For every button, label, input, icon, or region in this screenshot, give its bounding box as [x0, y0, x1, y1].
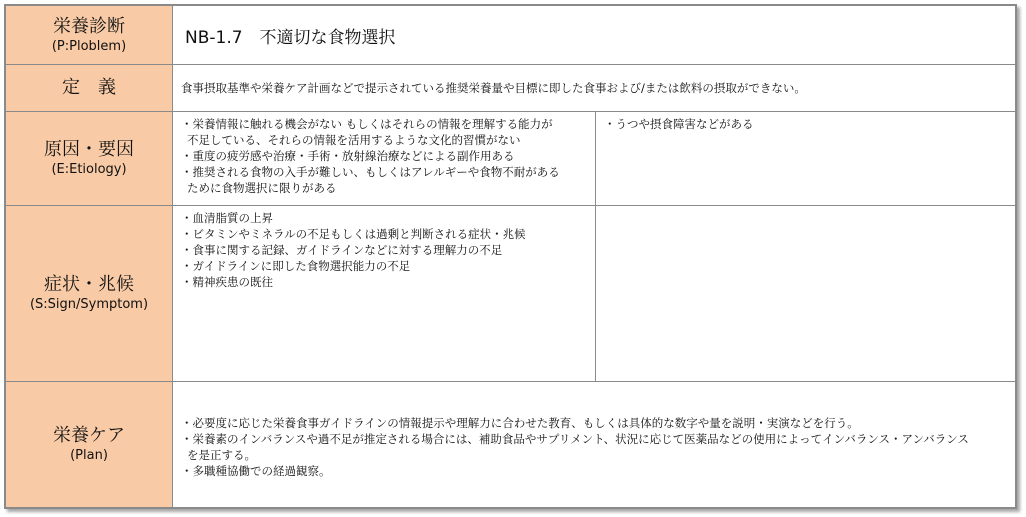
care-line: ・栄養素のインバランスや過不足が推定される場合には、補助食品やサプリメント、状況に応じて医薬品などの使用によってインバランス・アンバランス [181, 431, 969, 446]
definition-text: 食事摂取基準や栄養ケア計画などで提示されている推奨栄養量や目標に即した食事および/または飲料の摂取ができない。 [173, 65, 1016, 112]
etiology-left [173, 112, 596, 206]
symptom-line: ・食事に関する記録、ガイドラインなどに対する理解力の不足 [181, 243, 503, 257]
care-line: ・多職種協働での経過観察。 [181, 463, 331, 478]
symptom-line: ・ビタミンやミネラルの不足もしくは過剰と判断される症状・兆候 [181, 227, 526, 241]
symptoms-label-sub: (S:Sign/Symptom) [29, 297, 149, 312]
row-definition [6, 65, 1016, 112]
etiology-label-cell [6, 112, 173, 206]
diagnosis-title: NB-1.7 不適切な食物選択 [173, 6, 1016, 65]
definition-label: 定 義 [62, 77, 116, 98]
row-problem [6, 6, 1016, 65]
diagnosis-table [5, 5, 1016, 508]
etiology-line: ・重度の疲労感や治療・手術・放射線治療などによる副作用ある [181, 149, 515, 163]
row-etiology [6, 112, 1016, 206]
nutrition-diagnosis-sheet [4, 4, 1017, 509]
symptom-line: ・精神疾患の既往 [181, 275, 273, 289]
care-line: を是正する。 [187, 447, 256, 462]
problem-label-sub: (P:Ploblem) [51, 38, 127, 54]
row-care [6, 382, 1016, 508]
symptoms-label-cell [6, 206, 173, 382]
symptom-line: ・ガイドラインに即した食物選択能力の不足 [181, 259, 411, 273]
care-label: 栄養ケア [53, 425, 125, 446]
problem-label: 栄養診断 [53, 15, 125, 37]
care-label-cell [6, 382, 173, 508]
etiology-line: ・栄養情報に触れる機会がない もしくはそれらの情報を理解する能力が [181, 117, 553, 131]
etiology-label-sub: (E:Etiology) [51, 162, 127, 177]
symptoms-label: 症状・兆候 [44, 274, 134, 295]
etiology-line: 不足している、それらの情報を活用するような文化的習慣がない [187, 133, 521, 147]
etiology-line: ために食物選択に限りがある [187, 181, 337, 195]
care-text [173, 382, 1016, 508]
problem-label-cell [6, 6, 173, 65]
symptom-line: ・血清脂質の上昇 [181, 211, 273, 225]
etiology-line: ・うつや摂食障害などがある [604, 117, 754, 131]
symptoms-right [596, 206, 1016, 382]
row-symptoms [6, 206, 1016, 382]
etiology-label: 原因・要因 [44, 139, 134, 160]
etiology-right [596, 112, 1016, 206]
symptoms-left [173, 206, 596, 382]
care-label-sub: (Plan) [70, 448, 108, 463]
etiology-line: ・推奨される食物の入手が難しい、もしくはアレルギーや食物不耐がある [181, 165, 560, 179]
care-line: ・必要度に応じた栄養食事ガイドラインの情報提示や理解力に合わせた教育、もしくは具体的な数字や量を説明・実演などを行う。 [181, 415, 859, 430]
definition-label-cell [6, 65, 173, 112]
